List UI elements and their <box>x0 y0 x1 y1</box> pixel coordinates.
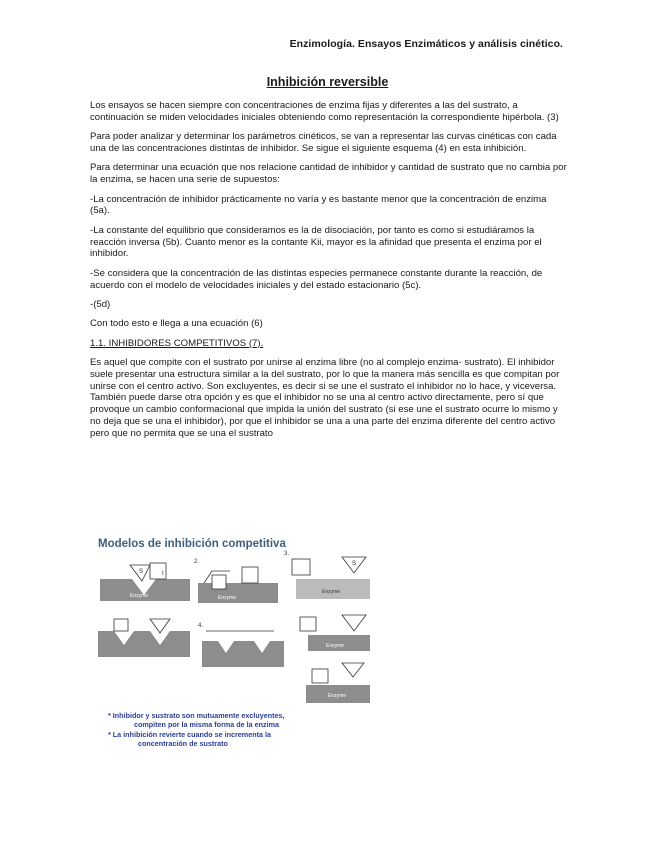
page-title: Inhibición reversible <box>266 75 389 89</box>
body-text <box>90 100 568 447</box>
competitive-inhibition-figure <box>94 535 390 757</box>
svg-text:I: I <box>162 571 164 577</box>
paragraph: Es aquel que compite con el sustrato por unirse al enzima libre (no al complejo enzima- sustrato). El inhibidor suele presentar una estructura similar a la del sustrato, por lo que la manera más sencilla es que compitan por unirse con el centro activo. Son excluyentes, es decir si se une el sustrato el inhibidor no lo hace, y viceversa. También puede darse otra opción y es que el inhibidor no se una al centro activo directamente, pero sí que provoque un cambio conformacional que impida la unión del sustrato (si ese une el sustrato ocurre lo mismo y no deja que se una el inhibidor), por que el inhibidor se una a una parte del enzima diferente del centro activo pero que no permita que se una el sustrato <box>90 357 560 439</box>
paragraph: -(5d) <box>90 298 111 310</box>
figure-notes <box>108 711 285 748</box>
figure-note: compiten por la misma forma de la enzima <box>134 720 279 730</box>
svg-text:3.: 3. <box>284 551 290 557</box>
section-heading: 1.1. INHIBIDORES COMPETITIVOS (7). <box>90 337 264 349</box>
paragraph: Para determinar una ecuación que nos relacione cantidad de inhibidor y cantidad de sustrato que no cambia por la enzima, se hacen una serie de supuestos: <box>90 162 567 186</box>
svg-text:Enzyme: Enzyme <box>130 593 149 599</box>
svg-text:Enzyme: Enzyme <box>328 693 347 699</box>
figure-note: * Inhibidor y sustrato son mutuamente excluyentes, <box>108 711 285 720</box>
figure-note: concentración de sustrato <box>138 738 228 748</box>
paragraph: Con todo esto e llega a una ecuación (6) <box>90 318 263 330</box>
svg-text:4.: 4. <box>198 623 204 629</box>
paragraph: -La concentración de inhibidor prácticamente no varía y es bastante menor que la concentración de enzima (5a). <box>90 193 547 217</box>
running-header: Enzimología. Ensayos Enzimáticos y análisis cinético. <box>289 38 563 50</box>
svg-text:Enzyme: Enzyme <box>326 643 345 649</box>
svg-text:S: S <box>352 561 357 567</box>
figure-note: * La inhibición revierte cuando se incrementa la <box>108 729 271 739</box>
paragraph: -Se considera que la concentración de las distintas especies permanece constante durante la reacción, de acuerdo con el modelo de velocidades iniciales y del estado estacionario (5c). <box>90 267 543 291</box>
paragraph: Los ensayos se hacen siempre con concentraciones de enzima fijas y diferentes a las del sustrato, a continuación se miden velocidades iniciales obteniendo como representación la correspondiente hipérbola. (3) <box>90 100 559 123</box>
svg-text:S: S <box>139 569 144 575</box>
paragraph: Para poder analizar y determinar los parámetros cinéticos, se van a representar las curvas cinéticas con cada una de las concentraciones distintas de inhibidor. Se sigue el siguiente esquema (4) en esta inhibición. <box>90 131 557 154</box>
svg-text:Enzyme: Enzyme <box>218 595 237 601</box>
svg-text:2.: 2. <box>194 559 200 565</box>
paragraph: -La constante del equilibrio que consideramos es la de disociación, por tanto es como si estudiáramos la reacción inversa (5b). Cuanto menor es la contante Kii, mayor es la afinidad que presenta el enzima por el inhibidor. <box>90 224 542 260</box>
figure-title: Modelos de inhibición competitiva <box>98 538 286 550</box>
svg-text:Enzyme: Enzyme <box>322 589 341 595</box>
